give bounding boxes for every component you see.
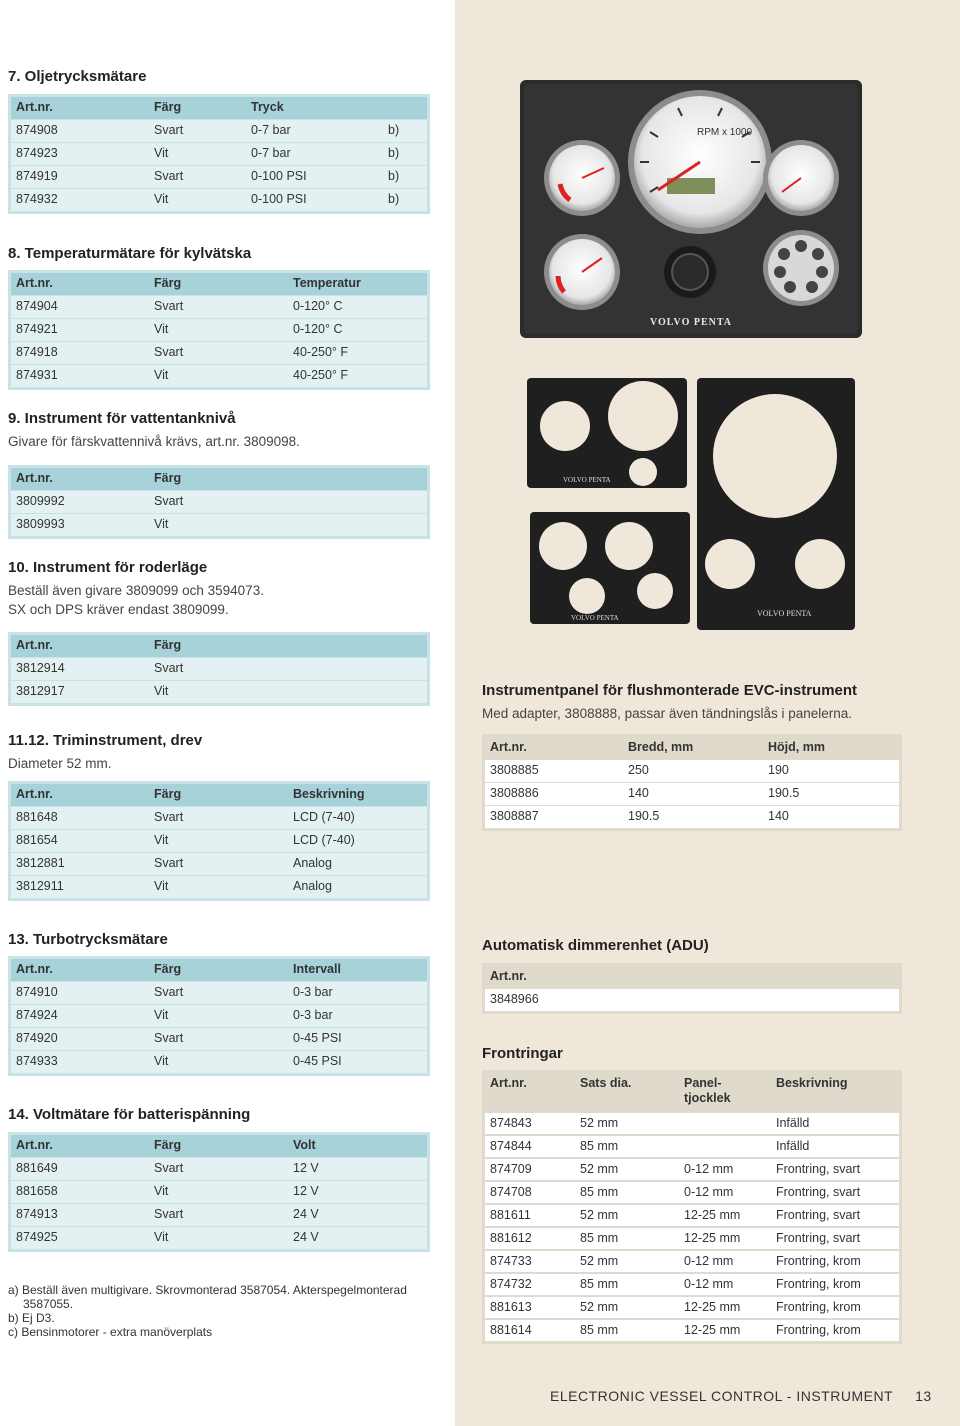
section-1112-note: Diameter 52 mm. [8,756,112,771]
rudder-table [8,632,430,706]
cell-artnr: 881614 [490,1322,532,1337]
section-14-title: 14. Voltmätare för batterispänning [8,1106,251,1123]
table-row [11,853,427,875]
cell-description: Analog [293,879,332,893]
cell-color: Svart [154,123,184,137]
table-row [11,1204,427,1226]
cell-artnr: 874919 [16,169,58,183]
cell-volt: 24 V [293,1207,319,1221]
cell-description: Frontring, svart [776,1184,861,1199]
cell-artnr: 881613 [490,1299,532,1314]
cell-artnr: 874732 [490,1276,532,1291]
table-row [11,342,427,364]
cell-pressure: 0-7 bar [251,146,291,160]
table-row [485,989,899,1011]
cell-description: Frontring, svart [776,1230,861,1245]
header-pressure: Tryck [251,100,284,114]
cell-artnr: 874931 [16,368,58,382]
header-volt: Volt [293,1138,316,1152]
cell-artnr: 874709 [490,1161,532,1176]
cell-set-dia: 52 mm [580,1161,619,1176]
section-10-note-1: Beställ även givare 3809099 och 3594073. [8,583,264,598]
instrument-panel-photo [520,80,862,340]
table-row [11,189,427,211]
cell-artnr: 874733 [490,1253,532,1268]
panel-brand-logo: VOLVO PENTA [650,317,733,328]
header-color: Färg [154,276,182,290]
cell-temperature: 40-250° F [293,368,349,382]
cell-color: Vit [154,192,169,206]
header-artnr: Art.nr. [490,740,527,754]
cell-description: Frontring, krom [776,1253,861,1268]
table-header [11,959,427,981]
table-header [11,784,427,806]
cell-artnr: 881658 [16,1184,58,1198]
section-8-title: 8. Temperaturmätare för kylvätska [8,245,252,262]
adu-table [482,963,902,1014]
cell-color: Vit [154,517,169,531]
table-row [11,1005,427,1027]
cell-color: Vit [154,1230,169,1244]
cell-height: 190.5 [768,786,800,800]
cell-interval: 0-3 bar [293,985,333,999]
cell-artnr: 881648 [16,810,58,824]
cell-artnr: 3809993 [16,517,65,531]
cell-artnr: 874904 [16,299,58,313]
rings-section-title: Frontringar [482,1045,563,1062]
cell-width: 140 [628,786,649,800]
cell-artnr: 3812914 [16,661,65,675]
table-row [11,1028,427,1050]
cell-temperature: 40-250° F [293,345,349,359]
page-number: 13 [915,1388,932,1404]
header-color: Färg [154,638,182,652]
cell-set-dia: 85 mm [580,1184,619,1199]
table-row [11,143,427,165]
cell-description: Infälld [776,1115,810,1130]
table-row [11,658,427,680]
cell-width: 190.5 [628,809,660,823]
cell-artnr: 874925 [16,1230,58,1244]
cell-color: Vit [154,833,169,847]
cell-description: Frontring, svart [776,1207,861,1222]
oil-pressure-table [8,94,430,214]
section-13-title: 13. Turbotrycksmätare [8,931,168,948]
cell-description: Frontring, krom [776,1276,861,1291]
section-7-title: 7. Oljetrycksmätare [8,68,147,85]
table-row [11,120,427,142]
adu-section-title: Automatisk dimmerenhet (ADU) [482,937,709,954]
cell-artnr: 874924 [16,1008,58,1022]
table-row [11,1227,427,1249]
footnotes [8,1283,407,1339]
table-row [11,876,427,898]
table-row [485,1113,899,1135]
table-header [11,97,427,119]
cell-thickness: 0-12 mm [684,1276,734,1291]
cell-pressure: 0-100 PSI [251,192,307,206]
cell-artnr: 874918 [16,345,58,359]
cell-artnr: 3808887 [490,809,539,823]
footnote-a-cont: 3587055. [23,1297,74,1311]
turbo-table [8,956,430,1076]
cell-artnr: 3848966 [490,992,539,1006]
cell-color: Svart [154,345,184,359]
cell-artnr: 3812917 [16,684,65,698]
cell-description: Frontring, krom [776,1299,861,1314]
table-row [11,296,427,318]
cell-description: Analog [293,856,332,870]
cell-thickness: 0-12 mm [684,1184,734,1199]
table-header [485,737,899,759]
cell-artnr: 874932 [16,192,58,206]
cell-artnr: 3812911 [16,879,64,893]
cell-note: b) [388,146,400,160]
header-artnr: Art.nr. [16,638,53,652]
table-header [11,635,427,657]
header-color: Färg [154,471,182,485]
header-temperature: Temperatur [293,276,361,290]
header-color: Färg [154,962,182,976]
trim-table [8,781,430,901]
cell-color: Vit [154,146,169,160]
cell-set-dia: 85 mm [580,1322,619,1337]
cell-note: b) [388,123,400,137]
cell-artnr: 874910 [16,985,58,999]
table-row [11,681,427,703]
cell-artnr: 874708 [490,1184,532,1199]
page-footer [550,1388,932,1404]
cell-description: Infälld [776,1138,810,1153]
section-9-title: 9. Instrument för vattentanknivå [8,410,236,427]
table-row [11,1158,427,1180]
table-row [11,365,427,387]
cell-color: Svart [154,661,184,675]
coolant-temp-table [8,270,430,390]
cell-color: Vit [154,879,169,893]
panel-section-title: Instrumentpanel för flushmonterade EVC-instrument [482,682,858,699]
table-row [485,1159,899,1181]
cell-artnr: 874913 [16,1207,58,1221]
cell-artnr: 874844 [490,1138,532,1153]
cell-color: Vit [154,368,169,382]
cell-set-dia: 85 mm [580,1138,619,1153]
cell-artnr: 3809992 [16,494,65,508]
cell-set-dia: 52 mm [580,1299,619,1314]
header-height: Höjd, mm [768,740,825,754]
cell-description: LCD (7-40) [293,833,355,847]
plate-brand-logo: VOLVO PENTA [563,476,611,484]
cell-color: Svart [154,1207,184,1221]
header-color: Färg [154,1138,182,1152]
cell-artnr: 874933 [16,1054,58,1068]
header-artnr: Art.nr. [16,100,53,114]
header-artnr: Art.nr. [16,471,53,485]
cell-thickness: 12-25 mm [684,1299,741,1314]
table-header [485,966,899,988]
table-row [485,1274,899,1296]
header-artnr: Art.nr. [490,1076,527,1090]
header-artnr: Art.nr. [16,787,53,801]
table-row [485,783,899,805]
cell-color: Vit [154,1054,169,1068]
cell-artnr: 3812881 [16,856,65,870]
cell-artnr: 874843 [490,1115,532,1130]
water-tank-table [8,465,430,539]
footer-title: ELECTRONIC VESSEL CONTROL - INSTRUMENT [550,1388,894,1404]
section-1112-title: 11.12. Triminstrument, drev [8,732,203,749]
cell-color: Svart [154,1161,184,1175]
cell-set-dia: 85 mm [580,1276,619,1291]
table-row [11,830,427,852]
table-row [11,166,427,188]
panel-plates-photo [525,376,855,630]
cell-set-dia: 85 mm [580,1230,619,1245]
voltmeter-table [8,1132,430,1252]
cell-note: b) [388,169,400,183]
section-9-note: Givare för färskvattennivå krävs, art.nr. 3809098. [8,434,300,449]
header-artnr: Art.nr. [16,276,53,290]
header-artnr: Art.nr. [16,962,53,976]
table-row [485,1251,899,1273]
cell-artnr: 881612 [490,1230,532,1245]
cell-artnr: 874923 [16,146,58,160]
table-row [11,982,427,1004]
plate-brand-logo: VOLVO PENTA [571,614,619,622]
cell-volt: 12 V [293,1184,319,1198]
table-header [11,468,427,490]
table-row [11,1181,427,1203]
table-row [11,319,427,341]
cell-pressure: 0-100 PSI [251,169,307,183]
cell-height: 140 [768,809,789,823]
table-row [485,1205,899,1227]
cell-temperature: 0-120° C [293,322,343,336]
header-thickness: tjocklek [684,1091,731,1105]
cell-volt: 24 V [293,1230,319,1244]
cell-volt: 12 V [293,1161,319,1175]
plate-brand-logo: VOLVO PENTA [757,609,812,618]
cell-thickness: 12-25 mm [684,1230,741,1245]
cell-note: b) [388,192,400,206]
cell-thickness: 0-12 mm [684,1253,734,1268]
cell-height: 190 [768,763,789,777]
footnote-a: a) Beställ även multigivare. Skrovmonterad 3587054. Akterspegelmonterad [8,1283,407,1297]
cell-color: Svart [154,856,184,870]
cell-color: Svart [154,299,184,313]
cell-artnr: 881654 [16,833,58,847]
cell-color: Svart [154,169,184,183]
cell-description: Frontring, krom [776,1322,861,1337]
cell-color: Vit [154,1008,169,1022]
table-row [485,1182,899,1204]
rings-table [482,1070,902,1344]
table-header [11,273,427,295]
panel-table [482,734,902,831]
cell-artnr: 874920 [16,1031,58,1045]
cell-color: Vit [154,1184,169,1198]
table-row [11,514,427,536]
header-description: Beskrivning [293,787,365,801]
table-row [485,1228,899,1250]
table-row [485,1297,899,1319]
header-description: Beskrivning [776,1076,848,1090]
cell-interval: 0-3 bar [293,1008,333,1022]
cell-width: 250 [628,763,649,777]
rpm-label: RPM x 1000 [697,127,753,138]
table-row [485,806,899,828]
table-row [11,491,427,513]
cell-color: Vit [154,684,169,698]
table-header [485,1073,899,1111]
header-color: Färg [154,100,182,114]
cell-artnr: 3808886 [490,786,539,800]
cell-color: Vit [154,322,169,336]
cell-color: Svart [154,494,184,508]
header-width: Bredd, mm [628,740,694,754]
cell-artnr: 3808885 [490,763,539,777]
cell-artnr: 874921 [16,322,58,336]
cell-thickness: 0-12 mm [684,1161,734,1176]
header-artnr: Art.nr. [16,1138,53,1152]
cell-description: Frontring, svart [776,1161,861,1176]
cell-set-dia: 52 mm [580,1253,619,1268]
cell-artnr: 874908 [16,123,58,137]
header-artnr: Art.nr. [490,969,527,983]
cell-set-dia: 52 mm [580,1115,619,1130]
cell-interval: 0-45 PSI [293,1054,342,1068]
cell-pressure: 0-7 bar [251,123,291,137]
header-set-dia: Sats dia. [580,1076,632,1090]
cell-color: Svart [154,1031,184,1045]
cell-artnr: 881611 [490,1207,531,1222]
cell-color: Svart [154,985,184,999]
cell-artnr: 881649 [16,1161,58,1175]
footnote-b: b) Ej D3. [8,1311,55,1325]
cell-set-dia: 52 mm [580,1207,619,1222]
header-interval: Intervall [293,962,341,976]
cell-interval: 0-45 PSI [293,1031,342,1045]
section-10-title: 10. Instrument för roderläge [8,559,208,576]
table-row [11,807,427,829]
cell-thickness: 12-25 mm [684,1322,741,1337]
table-row [11,1051,427,1073]
section-10-note-2: SX och DPS kräver endast 3809099. [8,602,229,617]
header-color: Färg [154,787,182,801]
table-row [485,1320,899,1342]
table-row [485,1136,899,1158]
cell-color: Svart [154,810,184,824]
header-panel: Panel- [684,1076,722,1090]
table-header [11,1135,427,1157]
cell-thickness: 12-25 mm [684,1207,741,1222]
footnote-c: c) Bensinmotorer - extra manöverplats [8,1325,213,1339]
cell-temperature: 0-120° C [293,299,343,313]
cell-description: LCD (7-40) [293,810,355,824]
panel-section-note: Med adapter, 3808888, passar även tändningslås i panelerna. [482,706,853,721]
table-row [485,760,899,782]
